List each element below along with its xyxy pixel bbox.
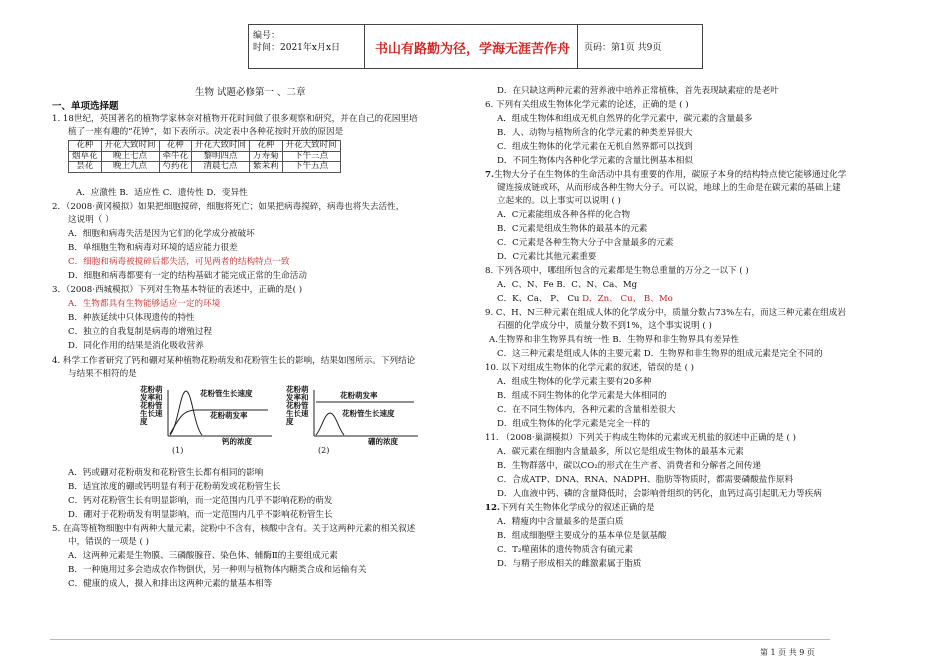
question-line: D．细胞和病毒都要有一定的结构基础才能完成正常的生命活动 xyxy=(68,271,307,281)
table-cell: 万寿菊 xyxy=(250,151,283,162)
question-line: C．合成ATP、DNA、RNA、NADPH、脂肪等物质时，都需要磷酸盐作原料 xyxy=(497,475,794,485)
section-heading: 一、单项选择题 xyxy=(52,101,119,112)
question-line: C．健康的成人，摄入和排出这两种元素的量基本相等 xyxy=(68,579,273,589)
question-line: A．精瘦肉中含量最多的是蛋白质 xyxy=(497,517,624,527)
question-line: B．一种施用过多会造成农作物倒伏，另一种则与植物体内糖类合成和运输有关 xyxy=(68,565,367,575)
question-line: 石圈的化学成分中，质量分数不到1%，这个事实说明 ( ) xyxy=(497,321,712,331)
question-line: A．C元素能组成各种各样的化合物 xyxy=(497,210,631,220)
table-cell: 芍药花 xyxy=(159,162,192,173)
graph1-curve-mid: 花粉萌发率 xyxy=(210,411,248,420)
question-line: C．独立的自我复制是病毒的增殖过程 xyxy=(68,327,213,337)
question-line: B．单细胞生物和病毒对环境的适应能力很差 xyxy=(68,243,238,253)
question-line: 中，错误的一项是 ( ) xyxy=(68,537,149,547)
table-cell: 黎明四点 xyxy=(192,151,250,162)
question-line: C．K、Ca、 P、 Cu D．Zn、 Cu、 B、Mo xyxy=(497,294,673,304)
question-line: A．C、N、Fe B．C、N、Ca、Mg xyxy=(497,280,638,290)
table-cell: 开花大致时间 xyxy=(282,141,340,152)
question-line: B．人、动物与植物所含的化学元素的种类差异很大 xyxy=(497,128,693,138)
question-line: D．与精子形成相关的雌激素属于脂质 xyxy=(497,559,642,569)
question-line: D．人血液中钙、磷的含量降低时，会影响骨组织的钙化，血钙过高引起肌无力等疾病 xyxy=(497,489,822,499)
graph1-ylabel: 花粉萌 发率和 花粉管 生长速 度 xyxy=(140,385,163,426)
table-row xyxy=(69,162,341,173)
question-line: A．应激性 B．适应性 C．遗传性 D．变异性 xyxy=(76,188,248,198)
graph2-curve-top: 花粉萌发率 xyxy=(340,391,378,400)
question-line: C．组成生物体的化学元素在无机自然界都可以找到 xyxy=(497,142,693,152)
question-line: A．这两种元素是生物膜、三磷酸腺苷、染色体、辅酶Ⅱ的主要组成元素 xyxy=(68,551,338,561)
question-line: D．同化作用的结果是消化吸收营养 xyxy=(68,341,204,351)
question-line: A．组成生物体的化学元素主要有20多种 xyxy=(497,377,652,387)
page-title: 生物 试题必修第一 、二章 xyxy=(195,87,306,98)
table-cell: 花种 xyxy=(250,141,283,152)
question-line: B．组成细胞壁主要成分的基本单位是氨基酸 xyxy=(497,531,667,541)
slogan: 书山有路勤为径，学海无涯苦作舟 xyxy=(375,42,571,57)
question-line: A．钙或硼对花粉萌发和花粉管生长都有相同的影响 xyxy=(68,468,264,478)
table-cell: 昙花 xyxy=(69,162,102,173)
question-line: A．碳元素在细胞内含量最多，所以它是组成生物体的最基本元素 xyxy=(497,447,744,457)
question-line: D．硼对于花粉萌发有明显影响，而一定范围内几乎不影响花粉管生长 xyxy=(68,510,333,520)
graph1-xlabel: 钙的浓度 xyxy=(222,437,252,446)
header-slogan-cell xyxy=(364,25,578,68)
question-line: B．种族延续中只体现遗传的特性 xyxy=(68,313,195,323)
question-line: D．C元素比其他元素重要 xyxy=(497,252,597,262)
question-line: 11. （2008·巢湖模拟）下列关于构成生物体的元素或无机盐的叙述中正确的是 ( ) xyxy=(485,433,796,443)
question-line: 键连接成链或环，从而形成各种生物大分子。可以说，地球上的生命是在碳元素的基础上建 xyxy=(497,183,841,193)
question-line: B．组成不同生物体的化学元素是大体相同的 xyxy=(497,391,667,401)
question-line: 5. 在高等植物细胞中有两种大量元素，淀粉中不含有，核酸中含有。关于这两种元素的相关叙述 xyxy=(52,524,416,534)
question-line: 立起来的。以上事实可以说明 ( ) xyxy=(497,196,621,206)
table-row xyxy=(69,151,341,162)
graph2-ylabel: 花粉萌 发率和 花粉管 生长速 度 xyxy=(286,385,309,426)
graph2-caption: (2) xyxy=(318,446,330,455)
question-line: 这说明（ ） xyxy=(68,215,114,225)
question-line: 4. 科学工作者研究了钙和硼对某种植物花粉萌发和花粉管生长的影响，结果如图所示。下列结论 xyxy=(52,356,416,366)
footer-divider xyxy=(50,639,830,640)
table-cell: 开花大致时间 xyxy=(101,141,159,152)
time-label: 时间：2021年x月x日 xyxy=(253,43,341,53)
question-line: 12.下列有关生物体化学成分的叙述正确的是 xyxy=(485,503,655,513)
table-cell: 晚上九点 xyxy=(101,162,159,173)
question-line: 植了一座有趣的“花钟”，如下表所示。决定表中各种花按时开放的原因是 xyxy=(68,127,344,137)
table-cell: 紫茉莉 xyxy=(250,162,283,173)
question-line: A.生物界和非生物界具有统一性 B．生物界和非生物界具有差异性 xyxy=(489,335,740,345)
table-cell: 花种 xyxy=(159,141,192,152)
number-label: 编号： xyxy=(253,31,281,41)
question-line: A．生物都具有生物能够适应一定的环境 xyxy=(68,299,221,309)
table-cell: 开花大致时间 xyxy=(192,141,250,152)
question-line: 2．（2008·黄冈模拟）如果把细胞搅碎，细胞将死亡；如果把病毒搅碎，病毒也将失去活性， xyxy=(52,202,405,212)
question-line: 10. 以下对组成生物体的化学元素的叙述，错误的是 ( ) xyxy=(485,363,695,373)
question-line: 8. 下列各项中，哪组所包含的元素都是生物总重量的万分之一以下 ( ) xyxy=(485,266,749,276)
graph1-caption: (1) xyxy=(172,446,184,455)
table-cell: 烟草花 xyxy=(69,151,102,162)
question-line: C．细胞和病毒被搅碎后都失活，可见两者的结构特点一致 xyxy=(68,257,290,267)
question-line: D．组成生物体的化学元素是完全一样的 xyxy=(497,419,650,429)
question-line: A．组成生物体和组成无机自然界的化学元素中，碳元素的含量最多 xyxy=(497,114,753,124)
page-label: 页码：第1页 共9页 xyxy=(584,43,662,53)
page-footer: 第 1 页 共 9 页 xyxy=(760,648,815,657)
question-line: C．钙对花粉管生长有明显影响，而一定范围内几乎不影响花粉的萌发 xyxy=(68,496,333,506)
question-line: B．适宜浓度的硼或钙明显有利于花粉萌发或花粉管生长 xyxy=(68,482,281,492)
header-box xyxy=(248,24,703,69)
graph2-xlabel: 硼的浓度 xyxy=(368,437,398,446)
calcium-graph xyxy=(140,386,280,458)
table-cell: 下午五点 xyxy=(282,162,340,173)
question-line: 1. 18世纪，英国著名的植物学家林奈对植物开花时间做了很多观察和研究，并在自己的花园里培 xyxy=(52,114,418,124)
question-line: C．在不同生物体内，各种元素的含量相差很大 xyxy=(497,405,676,415)
boron-graph xyxy=(286,386,426,458)
flower-clock-table xyxy=(68,140,341,173)
question-line: C．T₂噬菌体的遗传物质含有硫元素 xyxy=(497,545,634,555)
question-line: D．不同生物体内各种化学元素的含量比例基本相似 xyxy=(497,156,693,166)
question-line: 7.生物大分子在生物体的生命活动中具有重要的作用，碳原子本身的结构特点使它能够通过化学 xyxy=(485,170,847,180)
table-cell: 晚上七点 xyxy=(101,151,159,162)
graph2-curve-mid: 花粉管生长速度 xyxy=(342,409,395,418)
table-row xyxy=(69,141,341,152)
question-line: A．细胞和病毒失活是因为它们的化学成分被破坏 xyxy=(68,229,255,239)
question-line: C．这三种元素是组成人体的主要元素 D．生物界和非生物界的组成元素是完全不同的 xyxy=(497,349,823,359)
question-line: 6. 下列有关组成生物体化学元素的论述，正确的是 ( ) xyxy=(485,100,689,110)
question-line: 与结果不相符的是 xyxy=(68,369,137,379)
question-line: 9. C、H、N三种元素在组成人体的化学成分中，质量分数占73%左右，而这三种元素在组成岩 xyxy=(485,308,846,318)
question-line: 3．（2008·西城模拟）下列对生物基本特征的表述中，正确的是( ) xyxy=(52,285,303,295)
question-line: B．生物群落中，碳以CO₂的形式在生产者、消费者和分解者之间传递 xyxy=(497,461,762,471)
table-cell: 牵牛花 xyxy=(159,151,192,162)
question-line: B．C元素是组成生物体的最基本的元素 xyxy=(497,224,648,234)
header-meta-cell xyxy=(249,25,365,68)
table-cell: 清晨七点 xyxy=(192,162,250,173)
graph1-curve-top: 花粉管生长速度 xyxy=(200,389,253,398)
table-cell: 下午三点 xyxy=(282,151,340,162)
question-line: D．在只缺这两种元素的营养液中培养正常植株，首先表现缺素症的是老叶 xyxy=(497,86,779,96)
table-cell: 花种 xyxy=(69,141,102,152)
question-line: C．C元素是各种生物大分子中含量最多的元素 xyxy=(497,238,674,248)
